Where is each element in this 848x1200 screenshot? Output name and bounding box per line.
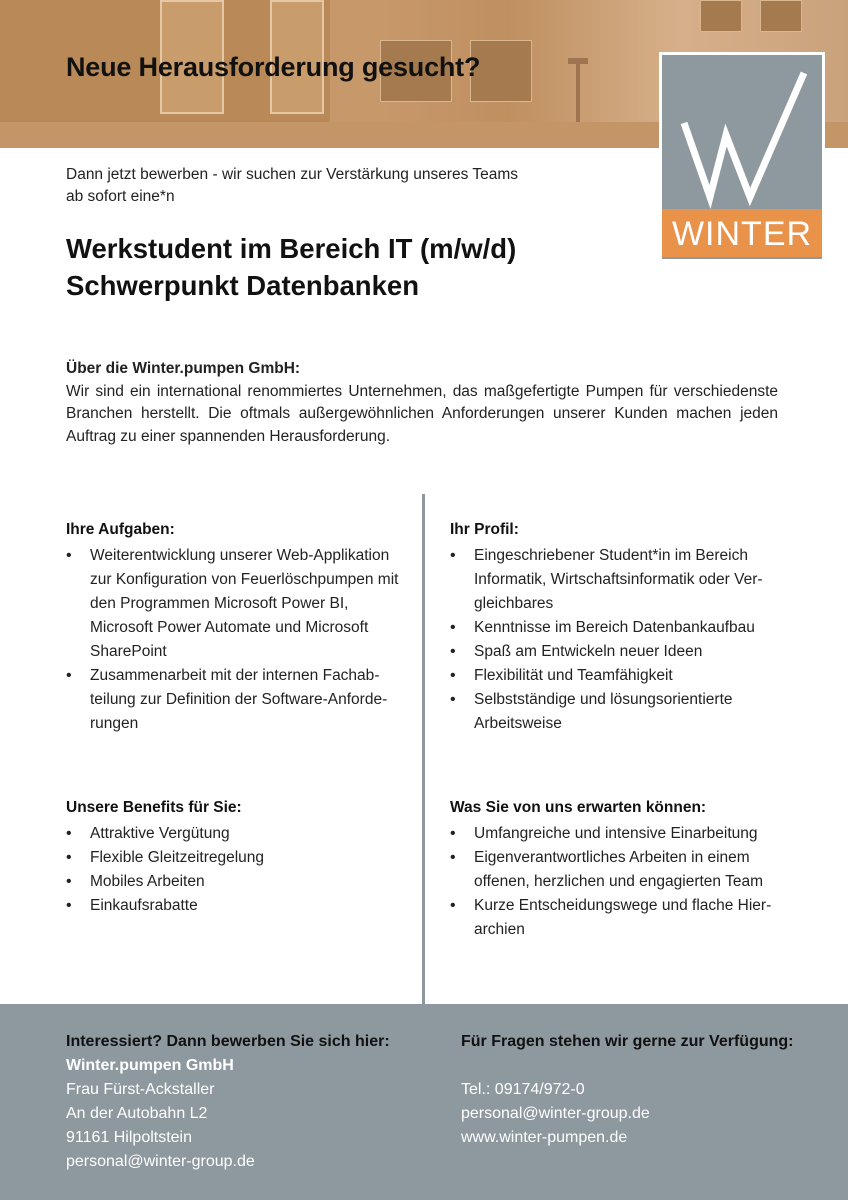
job-title — [66, 230, 516, 304]
about-section — [66, 358, 778, 448]
job-title-line: Schwerpunkt Datenbanken — [66, 270, 419, 301]
job-title-line: Werkstudent im Bereich IT (m/w/d) — [66, 233, 517, 264]
about-text: Wir sind ein international renommiertes Unternehmen, das maßgefertigte Pumpen für verschiedenste Branchen herstellt. Die oftmals außergewöhnlichen Anforderungen unserer Kunden machen jeden Auftrag zu einer spannenden Herausforderung. — [66, 382, 778, 445]
website-link[interactable]: www.winter-pumpen.de — [461, 1129, 628, 1146]
contact-footer — [0, 1004, 848, 1200]
email-link[interactable]: personal@winter-group.de — [66, 1153, 255, 1170]
list-item: • Flexibilität und Teamfähigkeit — [450, 664, 770, 688]
questions-heading: Für Fragen stehen wir gerne zur Verfügung: — [461, 1033, 794, 1050]
tasks-section — [66, 518, 406, 736]
intro-text — [66, 164, 586, 208]
contact-person: Frau Fürst-Ackstaller — [66, 1081, 215, 1098]
list-item: • Kurze Entscheidungswege und flache Hierarchien — [450, 894, 780, 942]
logo-wordmark: WINTER — [662, 209, 822, 257]
list-item: • Zusammenarbeit mit der internen Fachabteilung zur Definition der Software-Anforderungen — [66, 664, 406, 736]
list-item: • Kenntnisse im Bereich Datenbankaufbau — [450, 616, 770, 640]
benefits-list — [66, 822, 406, 918]
street-lamp-head — [568, 58, 588, 64]
expectations-heading: Was Sie von uns erwarten können: — [450, 799, 707, 816]
questions-contact — [461, 1030, 793, 1150]
tasks-heading: Ihre Aufgaben: — [66, 521, 175, 538]
list-item: • Mobiles Arbeiten — [66, 870, 406, 894]
street-address: An der Autobahn L2 — [66, 1105, 208, 1122]
email-link[interactable]: personal@winter-group.de — [461, 1105, 650, 1122]
column-divider — [422, 494, 425, 1004]
application-contact — [66, 1030, 390, 1174]
list-item: • Spaß am Entwickeln neuer Ideen — [450, 640, 770, 664]
expectations-list — [450, 822, 780, 942]
list-item: • Eigenverantwortliches Arbeiten in einem offenen, herzlichen und engagierten Team — [450, 846, 780, 894]
list-item: • Flexible Gleitzeitregelung — [66, 846, 406, 870]
profile-list — [450, 544, 770, 736]
intro-line: Dann jetzt bewerben - wir suchen zur Verstärkung unseres Teams — [66, 166, 519, 183]
profile-section — [450, 518, 770, 736]
company-name: Winter.pumpen GmbH — [66, 1057, 234, 1074]
logo-w-mark-icon — [662, 55, 822, 215]
profile-heading: Ihr Profil: — [450, 521, 519, 538]
winter-logo — [659, 52, 825, 260]
list-item: • Attraktive Vergütung — [66, 822, 406, 846]
list-item: • Weiterentwicklung unserer Web-Applikation zur Konfiguration von Feuerlöschpumpen mit den Programmen Microsoft Power BI, Microsoft Power Automate und Microsoft SharePoint — [66, 544, 406, 664]
tasks-list — [66, 544, 406, 736]
benefits-heading: Unsere Benefits für Sie: — [66, 799, 242, 816]
list-item: • Selbstständige und lösungsorientierte Arbeitsweise — [450, 688, 770, 736]
page-headline: Neue Herausforderung gesucht? — [66, 52, 481, 82]
expectations-section — [450, 796, 780, 942]
city-address: 91161 Hilpoltstein — [66, 1129, 193, 1146]
intro-line: ab sofort eine*n — [66, 188, 175, 205]
list-item: • Einkaufsrabatte — [66, 894, 406, 918]
window — [700, 0, 742, 32]
benefits-section — [66, 796, 406, 918]
phone-number: Tel.: 09174/972-0 — [461, 1081, 585, 1098]
list-item: • Eingeschriebener Student*in im Bereich Informatik, Wirtschaftsinformatik oder Vergleichbares — [450, 544, 770, 616]
about-heading: Über die Winter.pumpen GmbH: — [66, 360, 301, 377]
apply-heading: Interessiert? Dann bewerben Sie sich hier: — [66, 1033, 390, 1050]
list-item: • Umfangreiche und intensive Einarbeitung — [450, 822, 780, 846]
spacer — [461, 1054, 793, 1078]
window — [760, 0, 802, 32]
